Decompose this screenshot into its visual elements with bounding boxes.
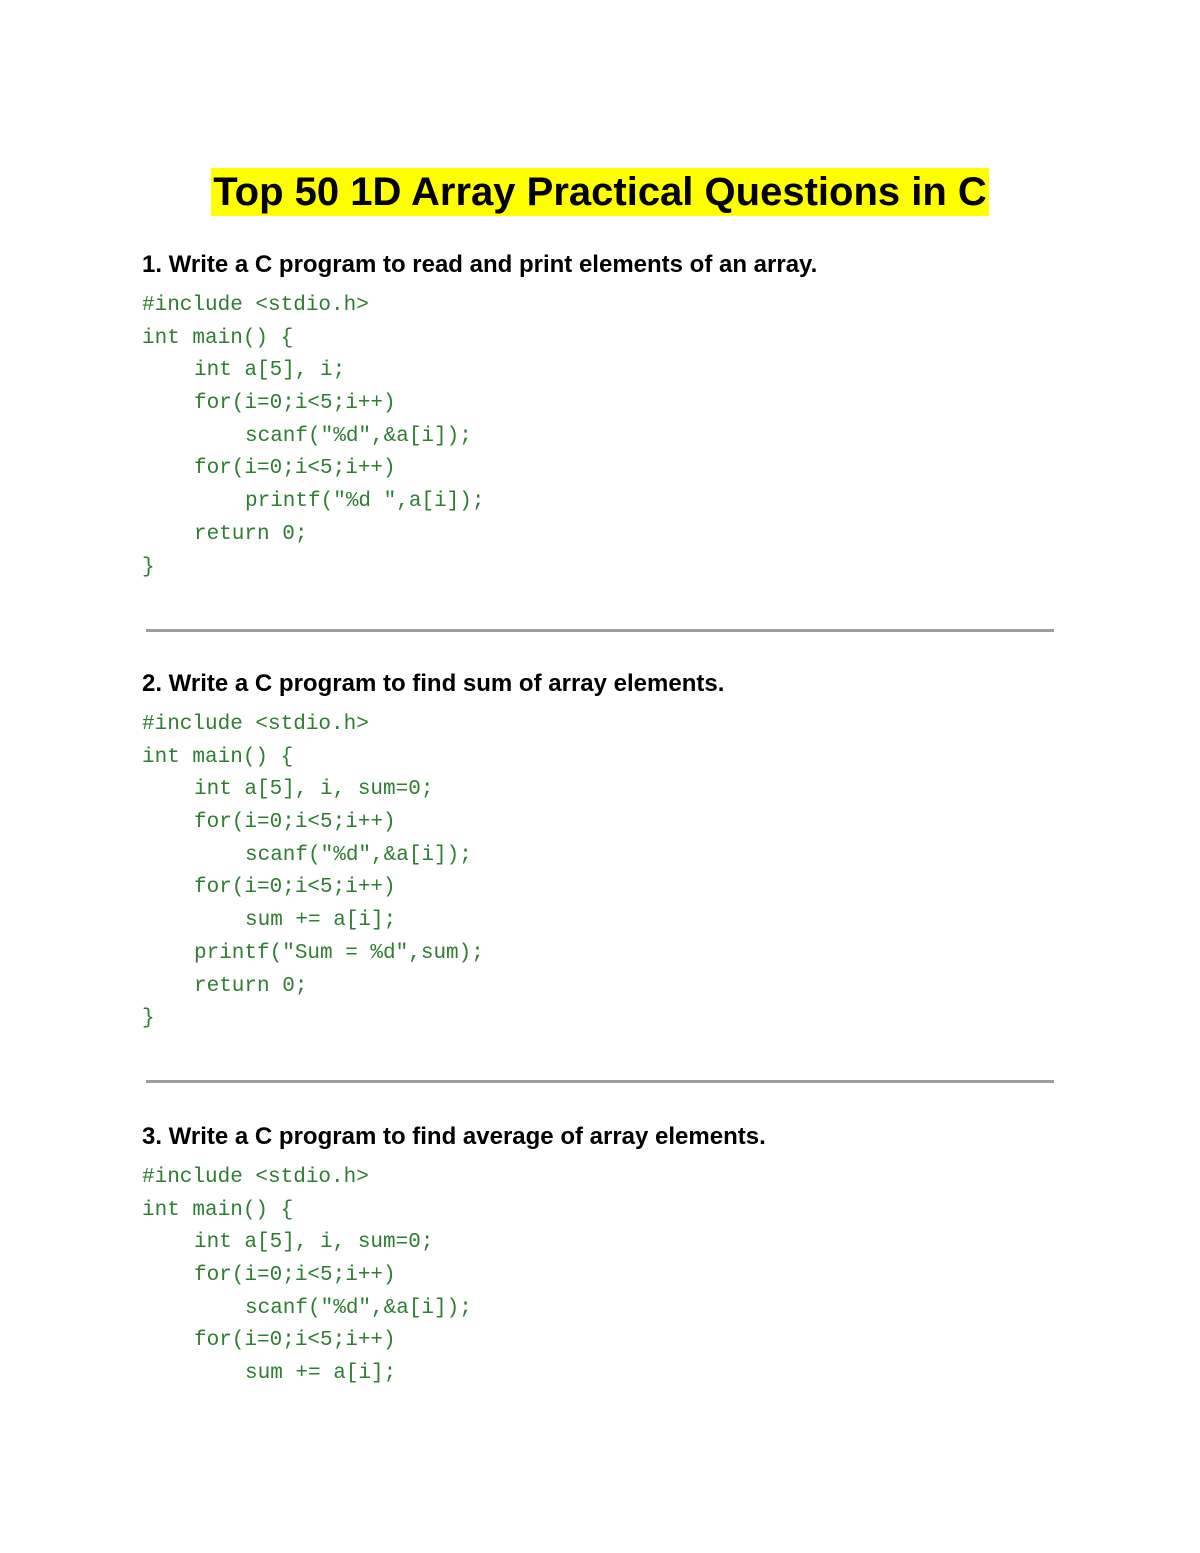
- code-line: for(i=0;i<5;i++): [194, 1329, 396, 1353]
- code-line: for(i=0;i<5;i++): [194, 811, 396, 835]
- code-line: scanf("%d",&a[i]);: [245, 843, 472, 867]
- code-line: }: [142, 1007, 155, 1031]
- question-heading: 2. Write a C program to find sum of array elements.: [142, 670, 725, 697]
- code-line: for(i=0;i<5;i++): [194, 876, 396, 900]
- code-line: }: [142, 555, 155, 579]
- question-1: [142, 250, 1062, 584]
- page-title: Top 50 1D Array Practical Questions in C: [213, 170, 987, 214]
- code-line: #include <stdio.h>: [142, 294, 369, 317]
- section-divider: [146, 629, 1054, 632]
- code-line: int a[5], i;: [194, 359, 346, 383]
- code-line: for(i=0;i<5;i++): [194, 392, 396, 416]
- question-heading: 3. Write a C program to find average of array elements.: [142, 1123, 766, 1150]
- question-heading: 1. Write a C program to read and print elements of an array.: [142, 251, 818, 278]
- code-line: printf("%d ",a[i]);: [245, 490, 485, 514]
- title-container: [0, 168, 1200, 216]
- code-line: int main() {: [142, 1198, 294, 1222]
- code-line: #include <stdio.h>: [142, 713, 369, 736]
- code-line: #include <stdio.h>: [142, 1166, 369, 1189]
- code-line: return 0;: [194, 974, 308, 998]
- code-block: [142, 1162, 1062, 1391]
- code-line: int a[5], i, sum=0;: [194, 1231, 434, 1255]
- code-line: sum += a[i];: [245, 1362, 397, 1386]
- code-line: printf("Sum = %d",sum);: [194, 941, 484, 965]
- question-3: [142, 1122, 1062, 1391]
- question-2: [142, 669, 1062, 1036]
- code-line: int main() {: [142, 326, 294, 350]
- code-line: scanf("%d",&a[i]);: [245, 424, 472, 448]
- section-divider: [146, 1080, 1054, 1083]
- code-block: [142, 709, 1062, 1036]
- code-line: sum += a[i];: [245, 909, 397, 933]
- code-line: for(i=0;i<5;i++): [194, 1264, 396, 1288]
- code-block: [142, 290, 1062, 584]
- code-line: int a[5], i, sum=0;: [194, 778, 434, 802]
- code-line: return 0;: [194, 522, 308, 546]
- code-line: scanf("%d",&a[i]);: [245, 1296, 472, 1320]
- code-line: for(i=0;i<5;i++): [194, 457, 396, 481]
- code-line: int main() {: [142, 745, 294, 769]
